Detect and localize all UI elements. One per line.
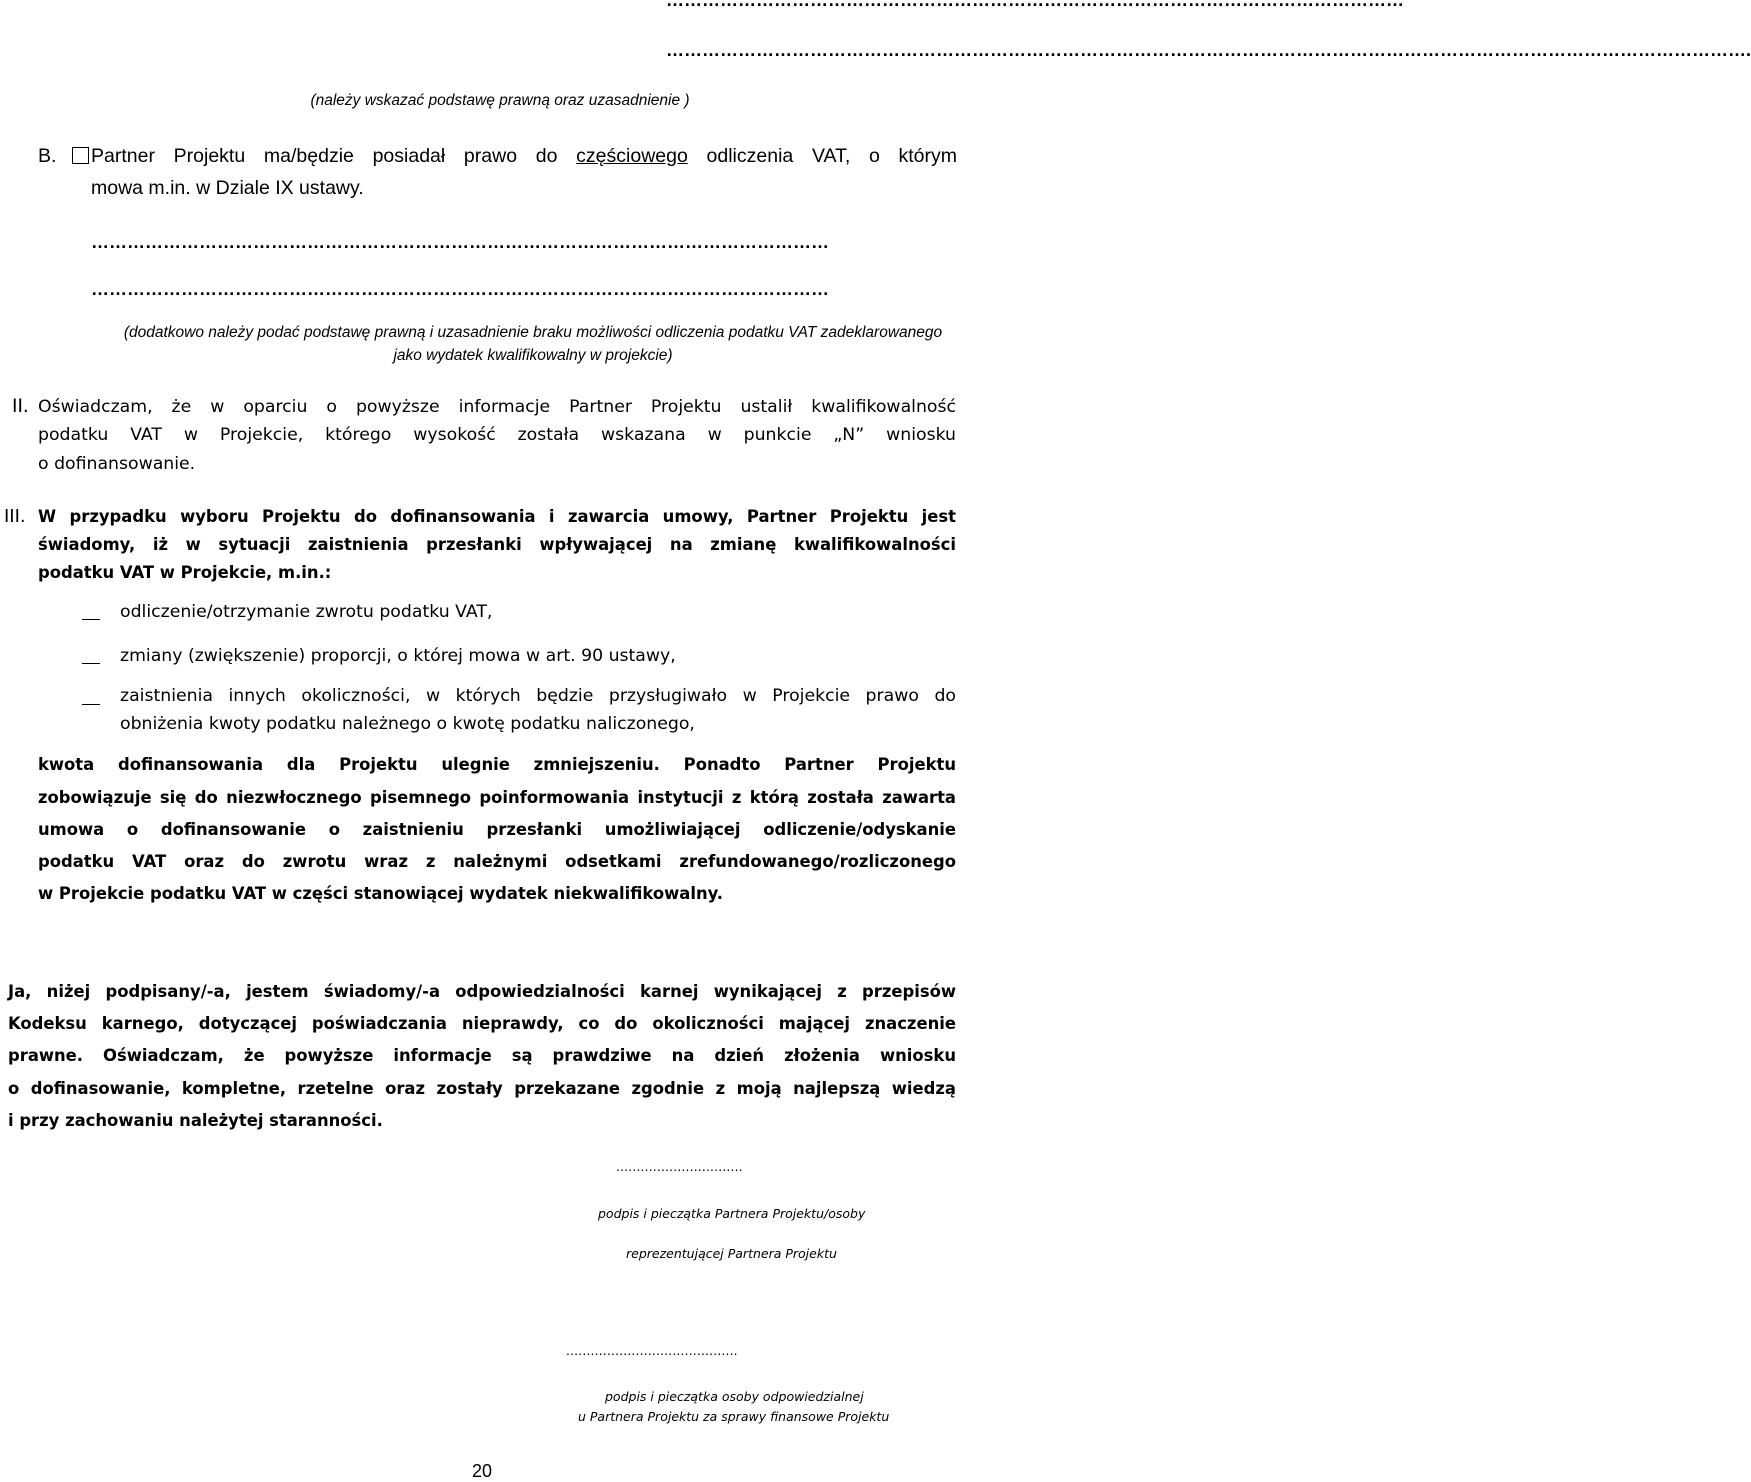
conclusion-line-1: kwota dofinansowania dla Projektu ulegnie zmniejszeniu. Ponadto Partner Projektu bbox=[38, 755, 956, 774]
conclusion-line-4: podatku VAT oraz do zwrotu wraz z należnymi odsetkami zrefundowanego/rozliczonego bbox=[38, 852, 956, 871]
legal-basis-note: (należy wskazać podstawę prawną oraz uzasadnienie ) bbox=[310, 92, 690, 109]
bullet-item: zmiany (zwiększenie) proporcji, o której mowa w art. 90 ustawy, bbox=[120, 646, 676, 666]
signature-caption: podpis i pieczątka osoby odpowiedzialnej bbox=[605, 1389, 864, 1404]
section-b-line-2: mowa m.in. w Dziale IX ustawy. bbox=[91, 177, 364, 199]
section-iii-line-1: W przypadku wyboru Projektu do dofinansowania i zawarcia umowy, Partner Projektu jest bbox=[38, 507, 956, 526]
bullet-dash bbox=[82, 610, 100, 628]
section-ii-line-1: Oświadczam, że w oparciu o powyższe informacje Partner Projektu ustalił kwalifikowalność bbox=[38, 397, 956, 417]
section-ii-line-2: podatku VAT w Projekcie, którego wysokość została wskazana w punkcie „N” wniosku bbox=[38, 425, 956, 445]
conclusion-line-5: w Projekcie podatku VAT w części stanowiącej wydatek niekwalifikowalny. bbox=[38, 884, 724, 903]
section-b-letter: B. bbox=[38, 145, 57, 167]
section-b-note-line-1: (dodatkowo należy podać podstawę prawną i uzasadnienie braku możliwości odliczenia podatku VAT zadeklarowanego bbox=[123, 324, 943, 341]
section-b-note-line-2: jako wydatek kwalifikowalny w projekcie) bbox=[393, 347, 673, 364]
bullet-item-continued: obniżenia kwoty podatku należnego o kwotę podatku naliczonego, bbox=[120, 714, 695, 734]
partial-deduction-checkbox[interactable] bbox=[72, 147, 89, 164]
signature-line: .......................................... bbox=[566, 1342, 738, 1358]
signature-line: ............................... bbox=[616, 1158, 743, 1174]
section-iii-line-2: świadomy, iż w sytuacji zaistnienia przesłanki wpływającej na zmianę kwalifikowalności bbox=[38, 535, 956, 554]
section-b-line-1 bbox=[72, 142, 957, 170]
declaration-line-3: prawne. Oświadczam, że powyższe informacje są prawdziwe na dzień złożenia wniosku bbox=[8, 1046, 956, 1065]
conclusion-line-2: zobowiązuje się do niezwłocznego pisemnego poinformowania instytucji z którą została zawarta bbox=[38, 788, 956, 807]
bullet-dash bbox=[82, 654, 100, 672]
fill-in-dots: …………………………………………………………………………………………………………… bbox=[91, 279, 829, 299]
conclusion-line-3: umowa o dofinansowanie o zaistnieniu przesłanki umożliwiającej odliczenie/odyskanie bbox=[38, 820, 956, 839]
declaration-line-5: i przy zachowaniu należytej staranności. bbox=[8, 1111, 383, 1130]
section-b-text: Partner Projektu ma/będzie posiadał prawo do bbox=[91, 145, 558, 167]
signature-caption: u Partnera Projektu za sprawy finansowe Projektu bbox=[578, 1409, 890, 1424]
bullet-dash bbox=[82, 695, 100, 713]
fill-in-dots: ………………………………………………………………………………………………………………………………………………………………. bbox=[666, 40, 1751, 60]
section-ii-line-3: o dofinansowanie. bbox=[38, 454, 196, 474]
section-iii-line-3: podatku VAT w Projekcie, m.in.: bbox=[38, 563, 332, 582]
underlined-word: częściowego bbox=[576, 145, 688, 167]
fill-in-dots: …………………………………………………………………………………………………………… bbox=[91, 232, 829, 252]
declaration-line-4: o dofinasowanie, kompletne, rzetelne oraz zostały przekazane zgodnie z moją najlepszą wiedzą bbox=[8, 1079, 956, 1098]
bullet-item: zaistnienia innych okoliczności, w których będzie przysługiwało w Projekcie prawo do bbox=[120, 686, 956, 706]
section-ii-number: II. bbox=[12, 396, 29, 417]
declaration-line-1: Ja, niżej podpisany/-a, jestem świadomy/-a odpowiedzialności karnej wynikającej z przepisów bbox=[8, 982, 956, 1001]
section-iii-number: III. bbox=[4, 506, 26, 527]
fill-in-dots: …………………………………………………………………………………………………………… bbox=[666, 0, 1404, 10]
section-b-text: odliczenia VAT, o którym bbox=[706, 145, 958, 167]
signature-caption: podpis i pieczątka Partnera Projektu/osoby bbox=[598, 1206, 866, 1221]
declaration-line-2: Kodeksu karnego, dotyczącej poświadczania nieprawdy, co do okoliczności mającej znaczenie bbox=[8, 1014, 956, 1033]
page-number: 20 bbox=[472, 1461, 493, 1481]
bullet-item: odliczenie/otrzymanie zwrotu podatku VAT, bbox=[120, 602, 493, 622]
signature-caption: reprezentującej Partnera Projektu bbox=[626, 1246, 837, 1261]
